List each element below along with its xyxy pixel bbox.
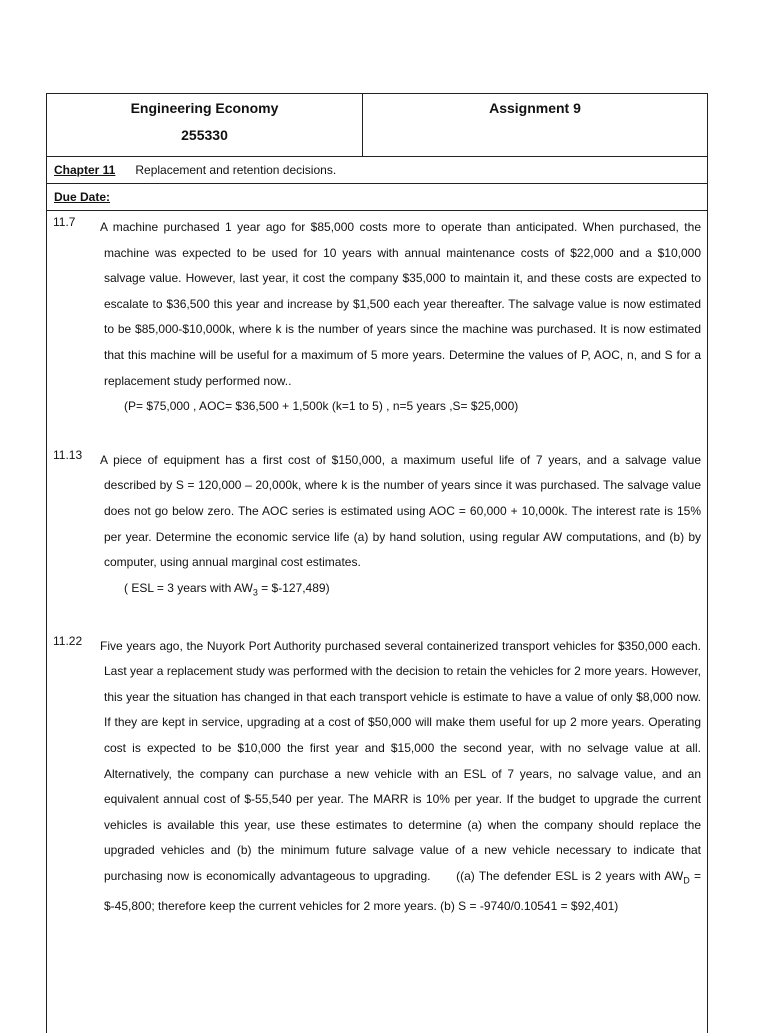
- chapter-row: [47, 157, 707, 184]
- answer-subscript: 3: [252, 587, 258, 598]
- chapter-description: Replacement and retention decisions.: [135, 163, 337, 177]
- course-code: 255330: [181, 127, 228, 143]
- answer-subscript: D: [683, 875, 690, 886]
- answer-text: (P= $75,000 , AOC= $36,500 + 1,500k (k=1 to 5) , n=5 years ,S= $25,000): [124, 399, 519, 414]
- answer-prefix: ( ESL = 3 years with AW: [124, 580, 253, 595]
- problem-text: [100, 215, 701, 420]
- problem-number: 11.13: [53, 447, 83, 462]
- assignment-sheet: [46, 93, 708, 1033]
- problem-statement: A piece of equipment has a first cost of $150,000, a maximum useful life of 7 years, and a salvage value described by S = 120,000 – 20,000k, where k is the number of years since it was purchased. The salvage value does not go below zero. The AOC series is estimated using AOC = 60,000 + 10,000k. The interest rate is 15% per year. Determine the economic service life (a) by hand solution, using regular AW computations, and (b) by computer, using annual marginal cost estimates.: [100, 452, 701, 570]
- chapter-label: Chapter 11: [54, 163, 116, 177]
- problem-11-13: [53, 448, 701, 606]
- problem-11-22: [53, 634, 701, 920]
- assignment-title: Assignment 9: [489, 100, 581, 116]
- answer-text: [104, 576, 701, 606]
- problem-statement: Five years ago, the Nuyork Port Authority purchased several containerized transport vehicles for $350,000 each. Last year a replacement study was performed with the decision to retain the vehicles for 2 more years. However, this year the situation has changed in that each transport vehicle is estimate to have a value of only $8,000 now. If they are kept in service, upgrading at a cost of $50,000 will make them useful for up 2 more years. Operating cost is expected to be $10,000 the first year and $15,000 the second year, with no selvage value at all. Alternatively, the company can purchase a new vehicle with an ESL of 7 years, no salvage value, and an equivalent annual cost of $-55,540 per year. The MARR is 10% per year. If the budget to upgrade the current vehicles is available this year, use these estimates to determine (a) when the company should replace the upgraded vehicles and (b) the minimum future salvage value of a new vehicle necessary to indicate that purchasing now is economically advantageous to upgrading.: [100, 638, 701, 884]
- problem-number: 11.22: [53, 633, 83, 648]
- answer-suffix: = $-45,800; therefore keep the current vehicles for 2 more years. (b) S = -9740/0.10541 = $92,401): [104, 869, 702, 914]
- assignment-cell: [363, 94, 707, 156]
- course-title: Engineering Economy: [130, 100, 279, 116]
- answer-suffix: = $-127,489): [257, 580, 330, 595]
- problem-list: [47, 215, 707, 920]
- problem-text: [100, 634, 702, 920]
- problem-number: 11.7: [53, 215, 76, 229]
- course-cell: [47, 94, 363, 156]
- due-date-row: [47, 184, 707, 211]
- problem-text: [100, 448, 701, 606]
- problem-11-7: [53, 215, 701, 420]
- header-row: [47, 94, 707, 157]
- answer-prefix: ((a) The defender ESL is 2 years with AW: [456, 869, 684, 884]
- due-date-label: Due Date:: [54, 190, 111, 204]
- problem-statement: A machine purchased 1 year ago for $85,000 costs more to operate than anticipated. When purchased, the machine was expected to be used for 10 years with annual maintenance costs of $22,000 and a $10,000 salvage value. However, last year, it cost the company $35,000 to maintain it, and these costs are expected to escalate to $36,500 this year and increase by $1,500 each year thereafter. The salvage value is now estimated to be $85,000-$10,000k, where k is the number of years since the machine was purchased. It is now estimated that this machine will be useful for a maximum of 5 more years. Determine the values of P, AOC, n, and S for a replacement study performed now..: [100, 220, 701, 388]
